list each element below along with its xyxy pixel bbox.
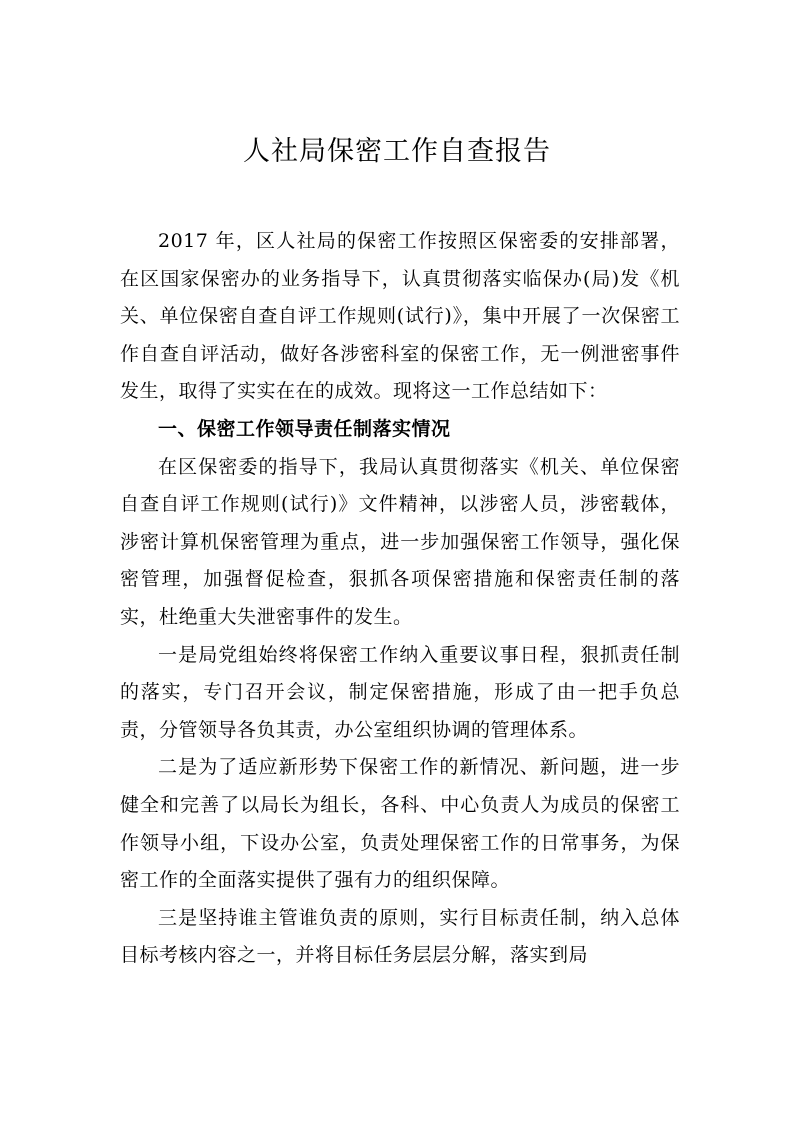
intro-paragraph: 2017 年，区人社局的保密工作按照区保密委的安排部署，在区国家保密办的业务指导下，认真贯彻落实临保办(局)发《机关、单位保密自查自评工作规则(试行)》，集中开展了一次保密工作自查自评活动，做好各涉密科室的保密工作，无一例泄密事件发生，取得了实实在在的成效。现将这一工作总结如下： bbox=[120, 230, 680, 403]
document-title: 人社局保密工作自查报告 bbox=[243, 136, 551, 167]
section-paragraph-2: 一是局党组始终将保密工作纳入重要议事日程，狠抓责任制的落实，专门召开会议，制定保密措施，形成了由一把手负总责，分管领导各负其责，办公室组织协调的管理体系。 bbox=[120, 643, 680, 741]
section-paragraph-1: 在区保密委的指导下，我局认真贯彻落实《机关、单位保密自查自评工作规则(试行)》文件精神，以涉密人员，涉密载体，涉密计算机保密管理为重点，进一步加强保密工作领导，强化保密管理，加强督促检查，狠抓各项保密措施和保密责任制的落实，杜绝重大失泄密事件的发生。 bbox=[120, 455, 680, 628]
document-body bbox=[120, 223, 680, 975]
section-paragraph-3: 二是为了适应新形势下保密工作的新情况、新问题，进一步健全和完善了以局长为组长，各科、中心负责人为成员的保密工作领导小组，下设办公室，负责处理保密工作的日常事务，为保密工作的全面落实提供了强有力的组织保障。 bbox=[120, 756, 680, 892]
section-paragraph-4: 三是坚持谁主管谁负责的原则，实行目标责任制，纳入总体目标考核内容之一，并将目标任务层层分解，落实到局 bbox=[120, 906, 680, 967]
section-heading: 一、保密工作领导责任制落实情况 bbox=[158, 417, 451, 440]
